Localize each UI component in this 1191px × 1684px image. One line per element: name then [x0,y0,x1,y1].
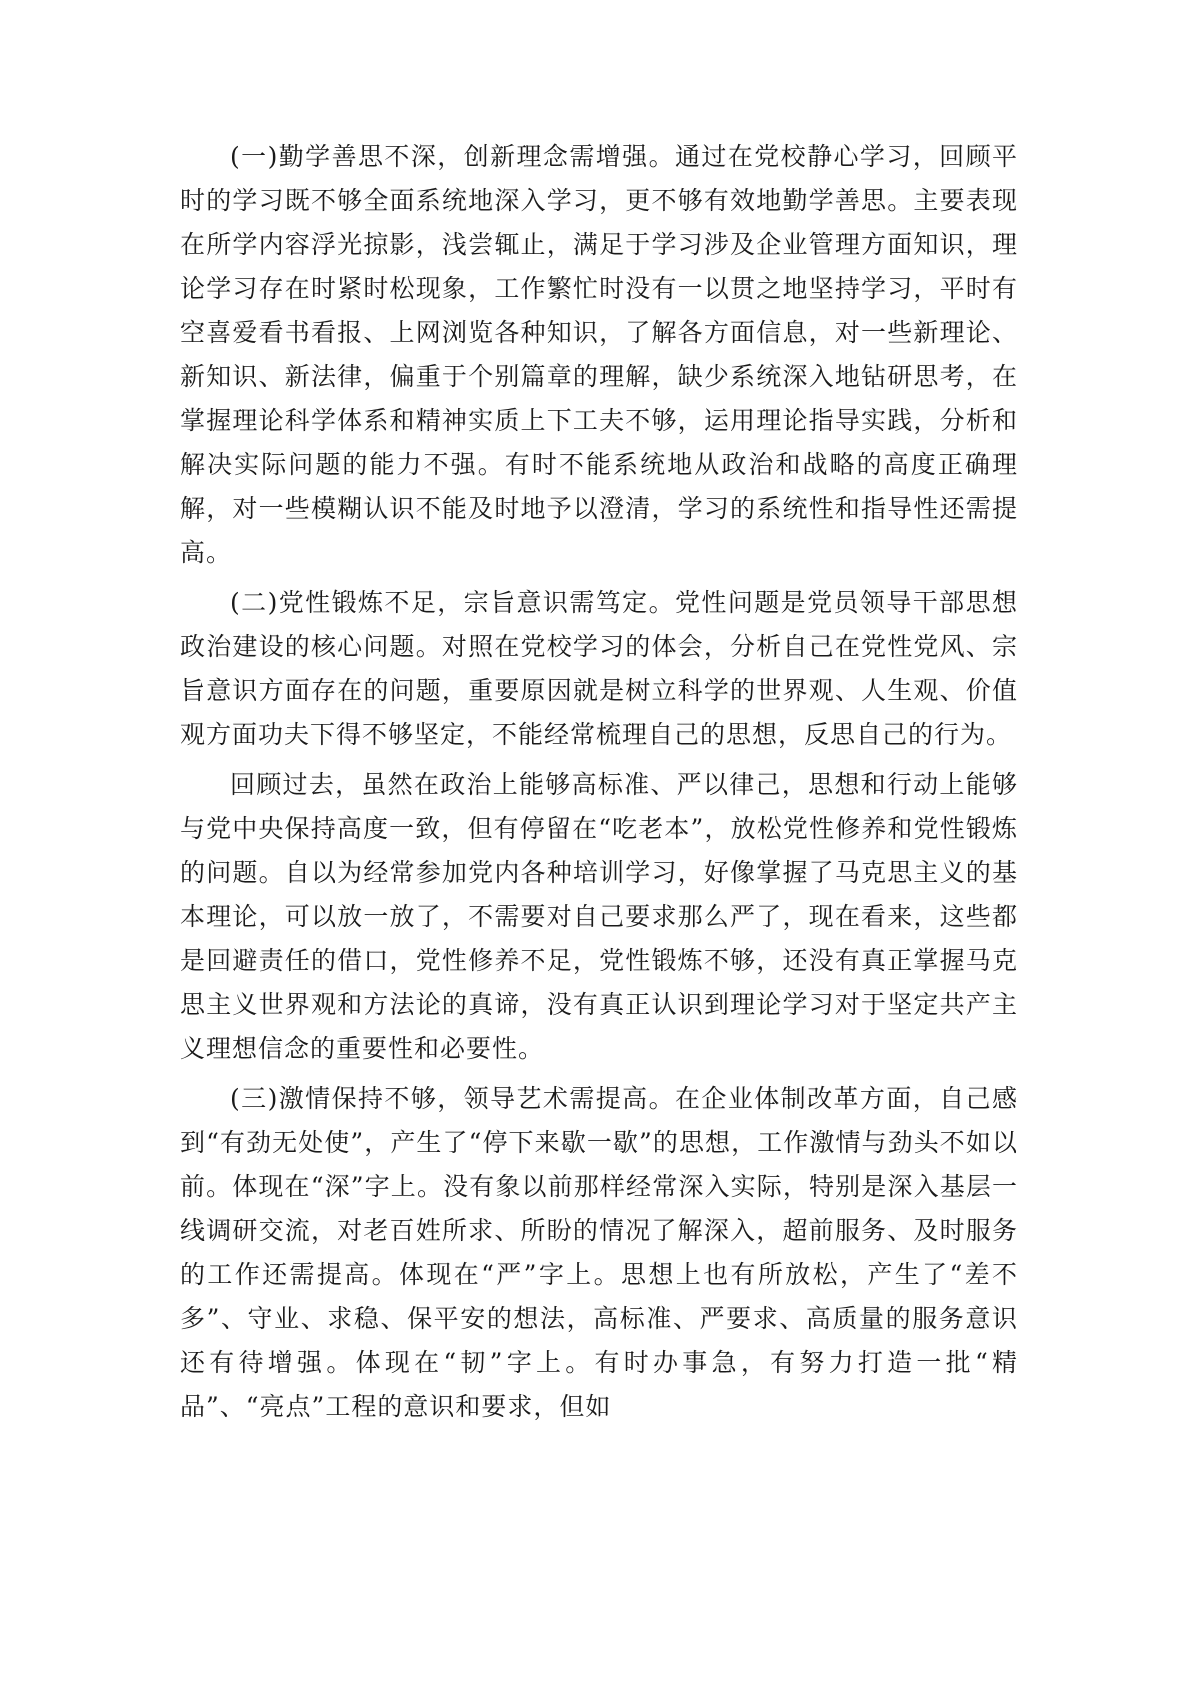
document-body [180,135,1018,1429]
paragraph-passion: (三)激情保持不够，领导艺术需提高。在企业体制改革方面，自己感到“有劲无处使”，产生了“停下来歇一歇”的思想，工作激情与劲头不如以前。体现在“深”字上。没有象以前那样经常深入实际，特别是深入基层一线调研交流，对老百姓所求、所盼的情况了解深入，超前服务、及时服务的工作还需提高。体现在“严”字上。思想上也有所放松，产生了“差不多”、守业、求稳、保平安的想法，高标准、严要求、高质量的服务意识还有待增强。体现在“韧”字上。有时办事急，有努力打造一批“精品”、“亮点”工程的意识和要求，但如 [180,1084,1018,1421]
paragraph-study: (一)勤学善思不深，创新理念需增强。通过在党校静心学习，回顾平时的学习既不够全面系统地深入学习，更不够有效地勤学善思。主要表现在所学内容浮光掠影，浅尝辄止，满足于学习涉及企业管理方面知识，理论学习存在时紧时松现象，工作繁忙时没有一以贯之地坚持学习，平时有空喜爱看书看报、上网浏览各种知识，了解各方面信息，对一些新理论、新知识、新法律，偏重于个别篇章的理解，缺少系统深入地钻研思考，在掌握理论科学体系和精神实质上下工夫不够，运用理论指导实践，分析和解决实际问题的能力不强。有时不能系统地从政治和战略的高度正确理解，对一些模糊认识不能及时地予以澄清，学习的系统性和指导性还需提高。 [180,142,1018,567]
paragraph-review: 回顾过去，虽然在政治上能够高标准、严以律己，思想和行动上能够与党中央保持高度一致，但有停留在“吃老本”，放松党性修养和党性锻炼的问题。自以为经常参加党内各种培训学习，好像掌握了马克思主义的基本理论，可以放一放了，不需要对自己要求那么严了，现在看来，这些都是回避责任的借口，党性修养不足，党性锻炼不够，还没有真正掌握马克思主义世界观和方法论的真谛，没有真正认识到理论学习对于坚定共产主义理想信念的重要性和必要性。 [180,770,1018,1063]
paragraph-party-spirit: (二)党性锻炼不足，宗旨意识需笃定。党性问题是党员领导干部思想政治建设的核心问题。对照在党校学习的体会，分析自己在党性党风、宗旨意识方面存在的问题，重要原因就是树立科学的世界观、人生观、价值观方面功夫下得不够坚定，不能经常梳理自己的思想，反思自己的行为。 [180,588,1018,749]
